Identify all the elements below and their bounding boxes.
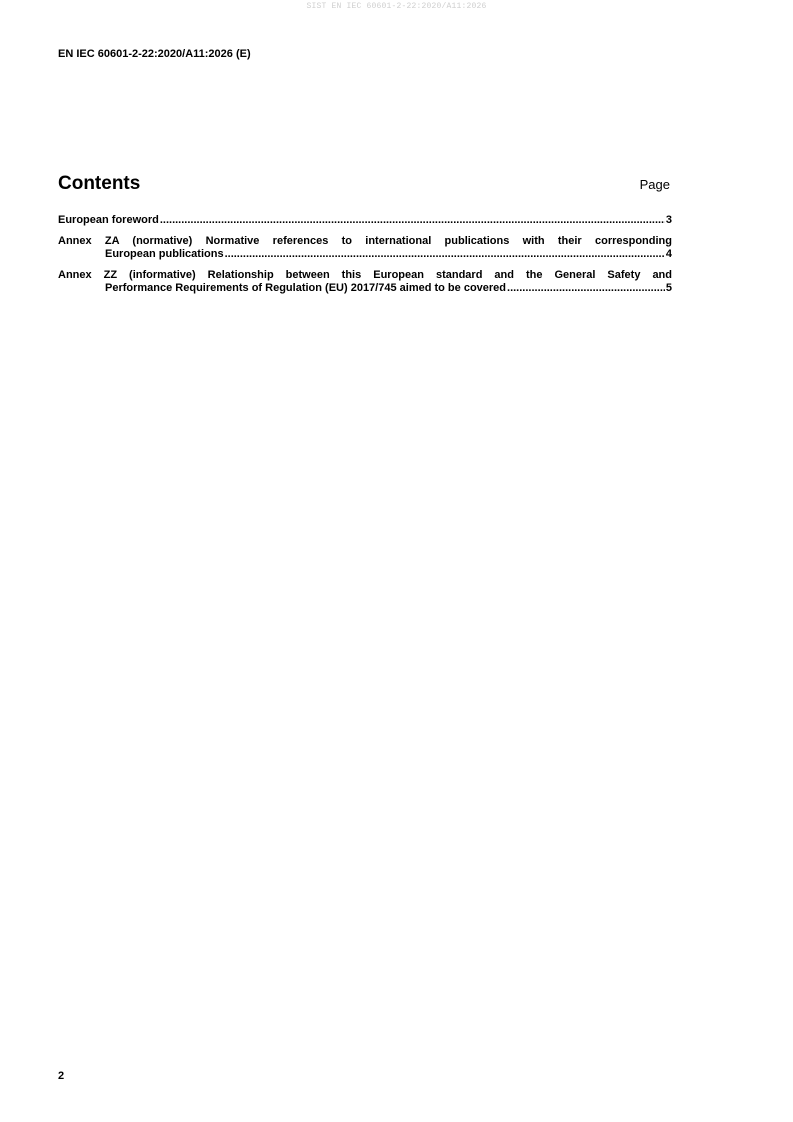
toc-line [58, 214, 672, 227]
contents-heading: Contents [58, 173, 141, 194]
dot-leader [507, 282, 665, 295]
dot-leader [160, 214, 665, 227]
toc-line [58, 269, 672, 282]
toc-line [58, 235, 672, 248]
toc-entry-title: Annex ZZ (informative) Relationship between this European standard and the General Safety and [58, 269, 672, 281]
toc-entry-annex-zz[interactable] [58, 269, 672, 295]
toc-entry-european-foreword[interactable] [58, 214, 672, 227]
toc-entry-title-continuation: Performance Requirements of Regulation (EU) 2017/745 aimed to be covered [105, 282, 507, 294]
toc-entry-page: 5 [665, 282, 672, 294]
page-number: 2 [58, 1070, 65, 1082]
toc-entry-page: 3 [665, 214, 672, 226]
toc-entry-page: 4 [665, 248, 672, 260]
document-identifier: EN IEC 60601-2-22:2020/A11:2026 (E) [58, 48, 251, 60]
toc-line-continuation [58, 282, 672, 295]
toc-entry-title: European foreword [58, 214, 159, 226]
page-column-label: Page [639, 177, 670, 192]
toc-entry-title: Annex ZA (normative) Normative references to international publications with their corresponding [58, 235, 672, 247]
table-of-contents [58, 214, 672, 303]
toc-entry-title-continuation: European publications [105, 248, 224, 260]
dot-leader [225, 248, 665, 261]
watermark-text: SIST EN IEC 60601-2-22:2020/A11:2026 [306, 2, 487, 11]
toc-entry-annex-za[interactable] [58, 235, 672, 261]
toc-line-continuation [58, 248, 672, 261]
